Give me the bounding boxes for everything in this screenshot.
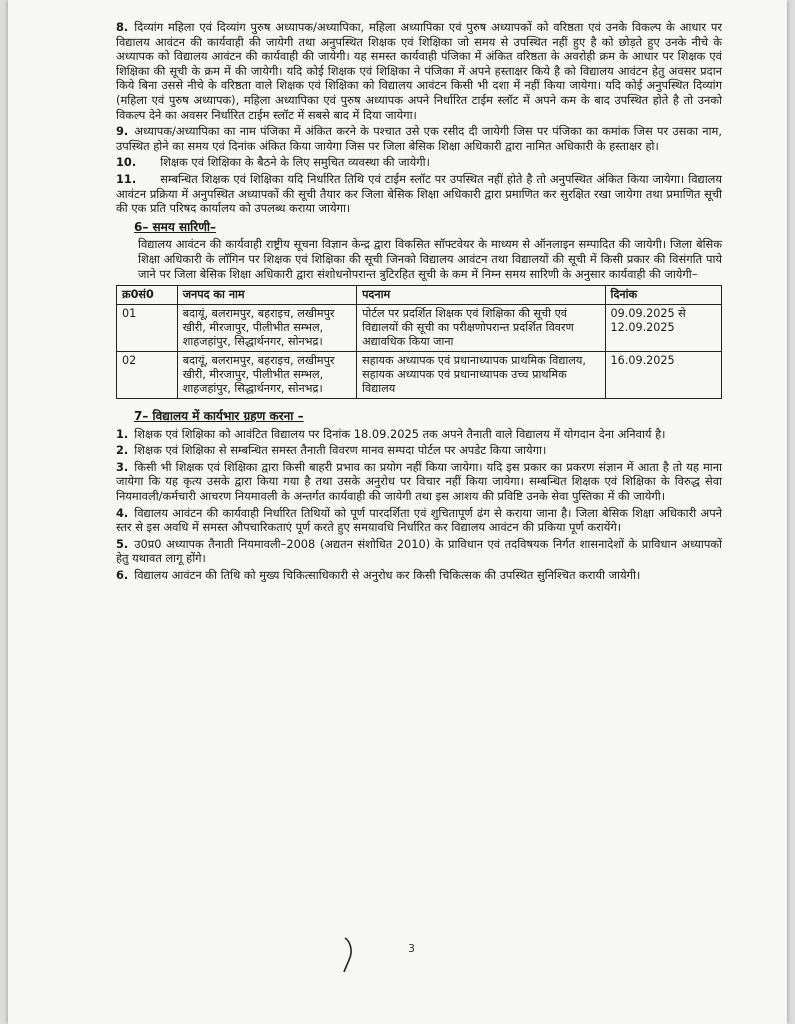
cell-sn: 02 — [117, 352, 178, 399]
item-text: किसी भी शिक्षक एवं शिक्षिका द्वारा किसी बाहरी प्रभाव का प्रयोग नहीं किया जायेगा। यदि इस प्रकार का प्रकरण संज्ञान में आता है तो यह माना जायेगा कि यह कृत्य उसके द्वारा किया गया है तथा उसके अनुरोध पर विचार नहीं किया जायेगा। सम्बन्धित शिक्षक एवं शिक्षिका के विरुद्ध सेवा नियमावली/कर्मचारी आचरण नियमावली के अन्तर्गत कार्यवाही की जायेगी तथा इस आशय की प्रविष्टि उनके सेवा पुस्तिका में की जायेगी। — [116, 459, 722, 504]
item-text: विद्यालय आवंटन की तिथि को मुख्य चिकित्साधिकारी से अनुरोध कर किसी चिकित्सक की उपस्थित सुनिश्चित करायी जायेगी। — [134, 568, 641, 583]
item-7-5 — [116, 537, 722, 566]
para-11 — [116, 172, 722, 216]
cell-date: 09.09.2025 से 12.09.2025 — [605, 305, 721, 352]
cell-sn: 01 — [117, 305, 178, 352]
para-10-num: 10. — [116, 155, 137, 170]
header-sn: क्र0सं0 — [117, 286, 178, 305]
item-text: शिक्षक एवं शिक्षिका को आवंटित विद्यालय पर दिनांक 18.09.2025 तक अपने तैनाती वाले विद्यालय में योगदान देना अनिवार्य है। — [134, 426, 666, 441]
item-7-1 — [116, 427, 722, 442]
table-row — [117, 352, 722, 399]
item-num: 4. — [116, 505, 129, 520]
schedule-table — [116, 285, 722, 399]
document-page — [8, 0, 787, 1024]
header-post: पदनाम — [357, 286, 605, 305]
para-10-text: शिक्षक एवं शिक्षिका के बैठने के लिए समुचित व्यवस्था की जायेगी। — [160, 155, 430, 170]
item-num: 2. — [116, 443, 129, 458]
para-11-num: 11. — [116, 171, 137, 186]
item-7-6 — [116, 568, 722, 583]
para-9 — [116, 124, 722, 153]
item-num: 5. — [116, 536, 129, 551]
para-10 — [116, 155, 722, 170]
para-8-text: दिव्यांग महिला एवं दिव्यांग पुरुष अध्यापक/अध्यापिका, महिला अध्यापिका एवं पुरुष अध्यापकों को वरिष्ठता एवं उनके विकल्प के आधार पर विद्यालय आवंटन की कार्यवाही की जायेगी तथा अनुपस्थित शिक्षक एवं शिक्षिका जो समय से उपस्थित नहीं हुए है को छोड़ते हुए उनके नीचे के अध्यापक को विद्यालय आवंटन की कार्यवाही की जायेगी। यह समस्त कार्यवाही पंजिका में अंकित वरिष्ठता के अवरोही क्रम के आधार पर शिक्षक एवं शिक्षिका की सूची के क्रम में की जायेगी। यदि कोई शिक्षक एवं शिक्षिका ने पंजिका में अपने हस्ताक्षर किये है को विद्यालय आवंटन हेतु अवसर प्रदान किये बिना उससे नीचे के वरिष्ठता वाले शिक्षक एवं शिक्षिका को विद्यालय आवंटन किसी भी दशा में नहीं किया जायेगा। यदि कोई अनुपस्थित दिव्यांग (महिला एवं पुरुष अध्यापक), महिला अध्यापिका एवं पुरुष अध्यापक अपने निर्धारित टाईम स्लॉट में अपने कम के बाद उपस्थित होते है तो उनको विकल्प देने का अवसर निर्धारित टाईम स्लॉट में सबसे बाद में दिया जायेगा। — [116, 20, 722, 122]
para-9-text: अध्यापक/अध्यापिका का नाम पंजिका में अंकित करने के पश्चात उसे एक रसीद दी जायेगी जिस पर पंजिका का कमांक जिस पर उसका नाम, उपस्थित होने का समय एवं दिनांक अंकित किया जायेगा जिस पर जिला बेसिक शिक्षा अधिकारी द्वारा नामित अधिकारी के हस्ताक्षर हो। — [116, 124, 722, 153]
cell-district: बदायूं, बलरामपुर, बहराइच, लखीमपुर खीरी, मीरजापुर, पीलीभीत सम्भल, शाहजहांपुर, सिद्धार्थनगर, सोनभद्र। — [177, 352, 356, 399]
item-text: उ0प्र0 अध्यापक तैनाती नियमावली–2008 (अद्यतन संशोधित 2010) के प्राविधान एवं तदविषयक निर्गत शासनादेशों के प्राविधान अध्यापकों हेतु यथावत लागू होंगे। — [116, 536, 722, 566]
section-7-heading: 7– विद्यालय में कार्यभार ग्रहण करना – — [134, 409, 304, 424]
page-number: 3 — [408, 942, 415, 955]
cell-district: बदायूं, बलरामपुर, बहराइच, लखीमपुर खीरी, मीरजापुर, पीलीभीत सम्भल, शाहजहांपुर, सिद्धार्थनगर, सोनभद्र। — [177, 305, 356, 352]
section-6-text: विद्यालय आवंटन की कार्यवाही राष्ट्रीय सूचना विज्ञान केन्द्र द्वारा विकसित सॉफ्टवेयर के माध्यम से ऑनलाइन सम्पादित की जायेगी। जिला बेसिक शिक्षा अधिकारी के लॉगिन पर शिक्षक एवं शिक्षिका की सूची जिनको विद्यालय आवंटन तथा विद्यालयों की सूची में किसी प्रकार की विसंगति पाये जाने पर जिला बेसिक शिक्षा अधिकारी द्वारा संशोधनोपरान्त त्रुटिरहित सूची के कम में निम्न समय सारिणी के अनुसार कार्यवाही की जायेगी– — [138, 237, 722, 281]
para-8 — [116, 20, 722, 122]
item-7-2 — [116, 443, 722, 458]
cell-post: सहायक अध्यापक एवं प्रधानाध्यापक प्राथमिक विद्यालय, सहायक अध्यापक एवं प्रधानाध्यापक उच्च प्राथमिक विद्यालय — [357, 352, 605, 399]
section-6-heading: 6– समय सारिणी– — [134, 219, 216, 234]
header-district: जनपद का नाम — [177, 286, 356, 305]
para-11-text: सम्बन्धित शिक्षक एवं शिक्षिका यदि निर्धारित तिथि एवं टाईम स्लॉट पर उपस्थित नहीं होते है तो अनुपस्थित अंकित किया जायेगा। विद्यालय आवंटन प्रक्रिया में अनुपस्थित अध्यापकों की सूची तैयार कर जिला बेसिक शिक्षा अधिकारी द्वारा प्रमाणित कर सुरक्षित रखा जायेगा तथा प्रमाणित सूची की एक प्रति परिषद कार्यालय को उपलब्ध कराया जायेगा। — [116, 171, 722, 216]
item-num: 6. — [116, 568, 129, 583]
item-text: विद्यालय आवंटन की कार्यवाही निर्धारित तिथियों को पूर्ण पारदर्शिता एवं शुचितापूर्ण ढंग से कराया जाना है। जिला बेसिक शिक्षा अधिकारी अपने स्तर से इस अवधि में समस्त औपचारिकताएं पूर्ण करते हुए समयावधि निर्धारित कर विद्यालय आवंटन की प्रकिया पूर्ण करायेंगे। — [116, 505, 722, 535]
page-content — [116, 20, 722, 585]
cell-post: पोर्टल पर प्रदर्शित शिक्षक एवं शिक्षिका की सूची एवं विद्यालयों की सूची का परीक्षणोपरान्त प्रदर्शित विवरण अद्यावधिक किया जाना — [357, 305, 605, 352]
table-header-row — [117, 286, 722, 305]
table-row — [117, 305, 722, 352]
signature-mark — [341, 934, 355, 974]
para-9-num: 9. — [116, 124, 129, 139]
item-num: 1. — [116, 426, 129, 441]
item-7-4 — [116, 506, 722, 535]
para-8-num: 8. — [116, 20, 129, 34]
cell-date: 16.09.2025 — [605, 352, 721, 399]
item-num: 3. — [116, 459, 129, 474]
header-date: दिनांक — [605, 286, 721, 305]
item-text: शिक्षक एवं शिक्षिका से सम्बन्धित समस्त तैनाती विवरण मानव सम्पदा पोर्टल पर अपडेट किया जायेगा। — [134, 443, 547, 458]
item-7-3 — [116, 460, 722, 504]
